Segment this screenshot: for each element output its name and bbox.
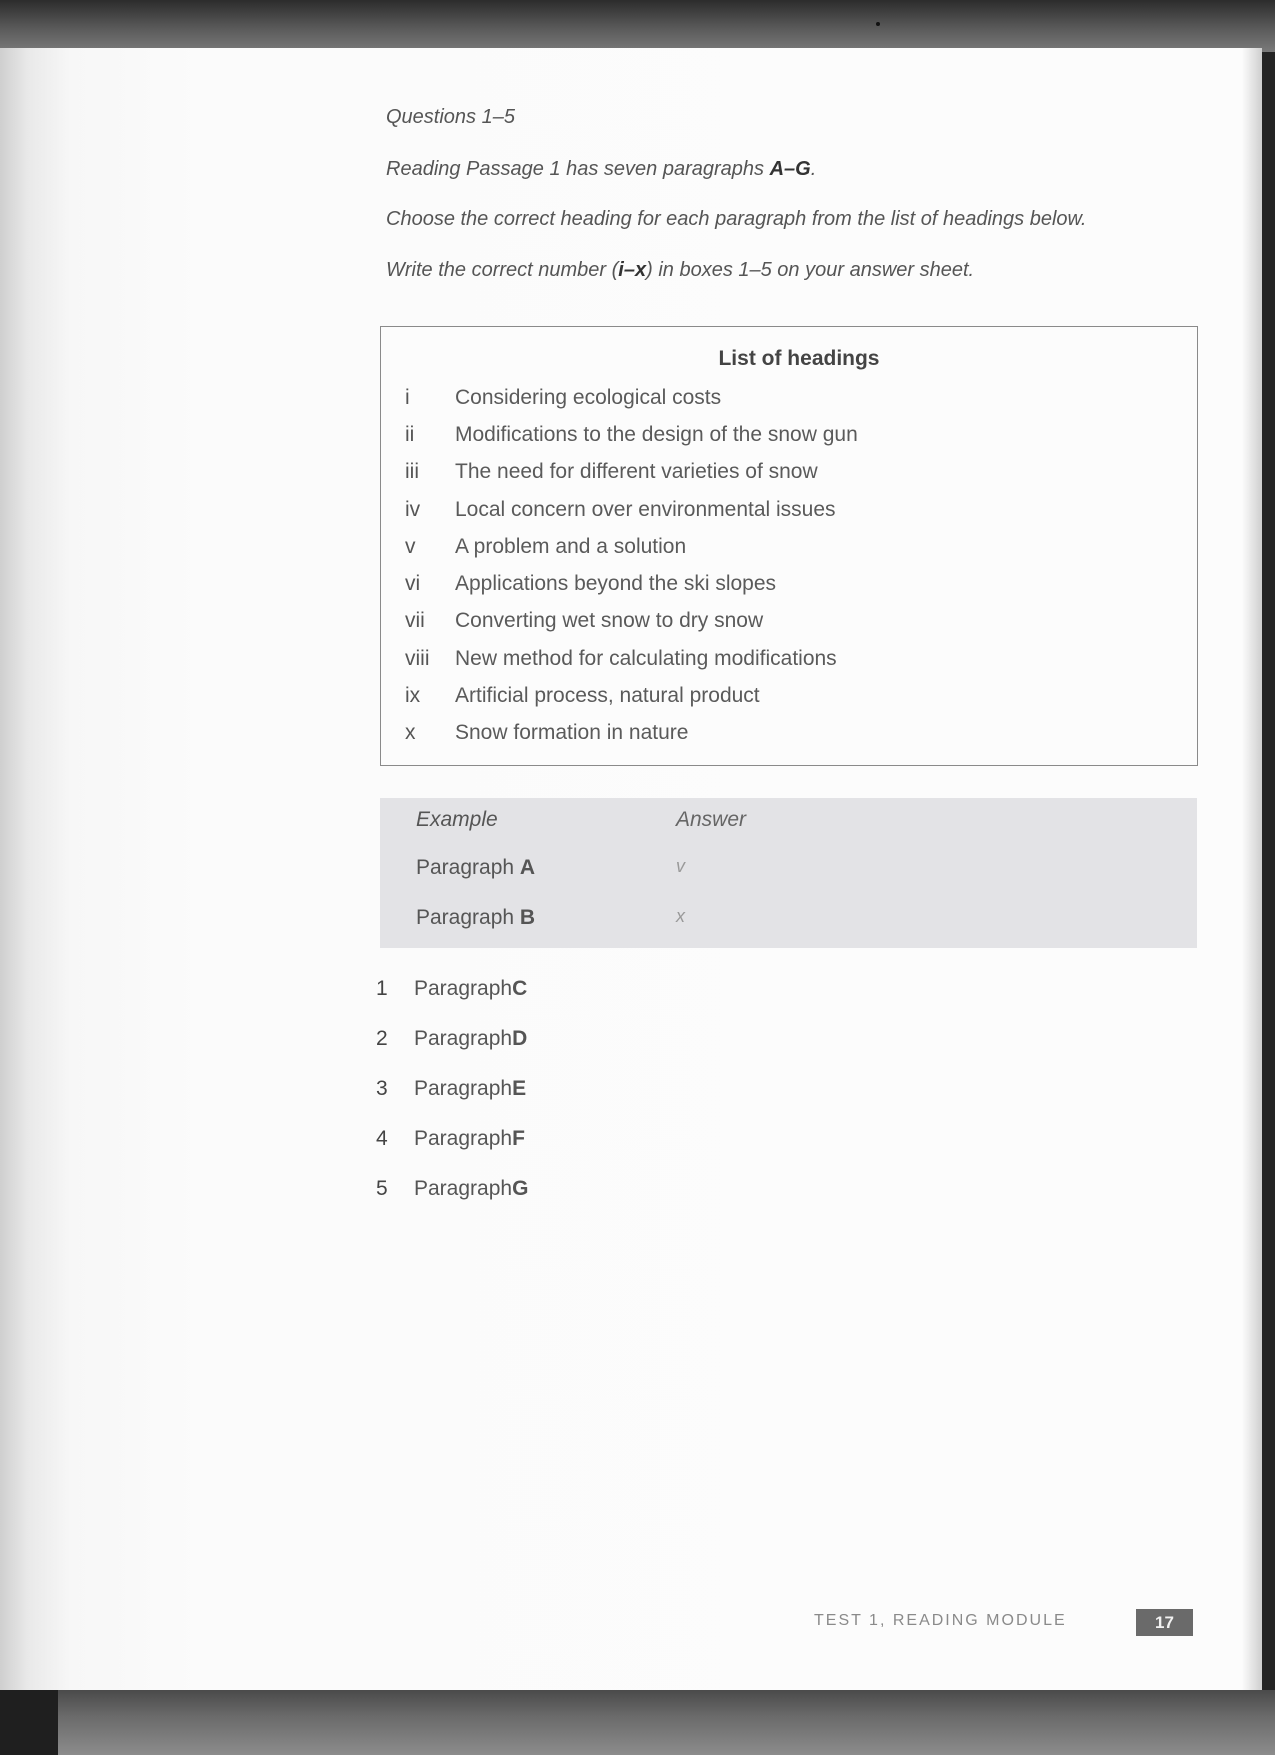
heading-numeral: i [405,385,410,409]
heading-text: Applications beyond the ski slopes [455,572,777,596]
heading-text: Considering ecological costs [455,385,722,409]
question-paragraph-prefix: Paragraph [414,977,513,1000]
scan-top-edge [0,0,1275,52]
question-paragraph-letter: C [512,977,528,1000]
question-item [376,964,528,1014]
example-row [416,906,685,930]
example-paragraph-letter: A [519,856,536,879]
example-answer: v [676,856,685,876]
instruction-line-3 [386,259,974,282]
heading-text: Modifications to the design of the snow gun [455,422,858,446]
question-item [376,1064,528,1114]
example-paragraph-prefix: Paragraph [416,906,520,929]
heading-item [405,416,858,453]
heading-text: Converting wet snow to dry snow [455,609,764,633]
heading-numeral: iii [405,460,419,484]
heading-item [405,640,858,677]
example-header-row [416,808,746,832]
heading-text: A problem and a solution [455,534,687,558]
questions-label-text: Questions 1–5 [386,106,515,128]
question-number: 2 [376,1027,388,1050]
footer-module-label: TEST 1, READING MODULE [814,1612,1067,1629]
question-number: 4 [376,1127,388,1150]
questions-label [386,106,515,129]
question-paragraph-prefix: Paragraph [414,1177,513,1200]
page-number: 17 [1136,1609,1193,1636]
instruction-line-3-suffix: ) in boxes 1–5 on your answer sheet. [646,259,975,281]
instruction-line-3-prefix: Write the correct number ( [386,259,619,281]
question-paragraph-letter: E [512,1077,527,1100]
heading-item [405,677,858,714]
instruction-line-3-bold: i–x [618,259,647,281]
question-paragraph-letter: G [512,1177,529,1200]
heading-numeral: v [405,534,416,558]
question-paragraph-letter: F [512,1127,525,1150]
heading-item [405,715,858,752]
instruction-line-1-suffix: . [810,158,817,180]
instruction-line-1-bold: A–G [769,158,811,180]
question-item [376,1014,528,1064]
heading-numeral: ii [405,422,415,446]
page-fold-shadow [1242,48,1262,1696]
heading-item [405,491,858,528]
heading-text: Snow formation in nature [455,721,689,745]
heading-numeral: vi [405,572,421,596]
example-paragraph-letter: B [519,906,536,929]
scan-bottom-edge [0,1690,1275,1755]
heading-numeral: vii [405,609,425,633]
question-number: 3 [376,1077,388,1100]
list-of-headings-title: List of headings [718,347,880,370]
question-paragraph-letter: D [512,1027,528,1050]
heading-item [405,528,858,565]
heading-numeral: x [405,721,416,745]
example-paragraph [416,906,676,930]
instruction-line-1 [386,158,816,181]
instruction-line-2 [386,208,1086,231]
heading-text: Artificial process, natural product [455,684,760,708]
heading-item [405,565,858,602]
heading-item [405,379,858,416]
instruction-line-1-prefix: Reading Passage 1 has seven paragraphs [386,158,770,180]
scan-corner [0,1690,58,1755]
question-paragraph-prefix: Paragraph [414,1027,513,1050]
heading-numeral: ix [405,684,421,708]
headings-list [405,379,858,752]
question-item [376,1114,528,1164]
question-number: 1 [376,977,388,1000]
list-of-headings-box [380,326,1198,766]
question-paragraph-prefix: Paragraph [414,1127,513,1150]
example-paragraph [416,856,676,880]
heading-numeral: iv [405,497,421,521]
heading-text: Local concern over environmental issues [455,497,836,521]
example-row [416,856,685,880]
question-item [376,1164,528,1214]
instruction-line-2-text: Choose the correct heading for each paragraph from the list of headings below. [386,208,1087,230]
question-paragraph-prefix: Paragraph [414,1077,513,1100]
heading-text: New method for calculating modifications [455,646,837,670]
heading-item [405,454,858,491]
scan-speck [876,22,880,26]
example-box [380,798,1197,948]
example-answer: x [676,906,685,926]
example-label: Example [416,808,498,831]
example-paragraph-prefix: Paragraph [416,856,520,879]
heading-numeral: viii [405,646,430,670]
heading-text: The need for different varieties of snow [455,460,818,484]
question-number: 5 [376,1177,388,1200]
question-list [376,964,528,1214]
answer-label: Answer [676,808,747,831]
heading-item [405,603,858,640]
